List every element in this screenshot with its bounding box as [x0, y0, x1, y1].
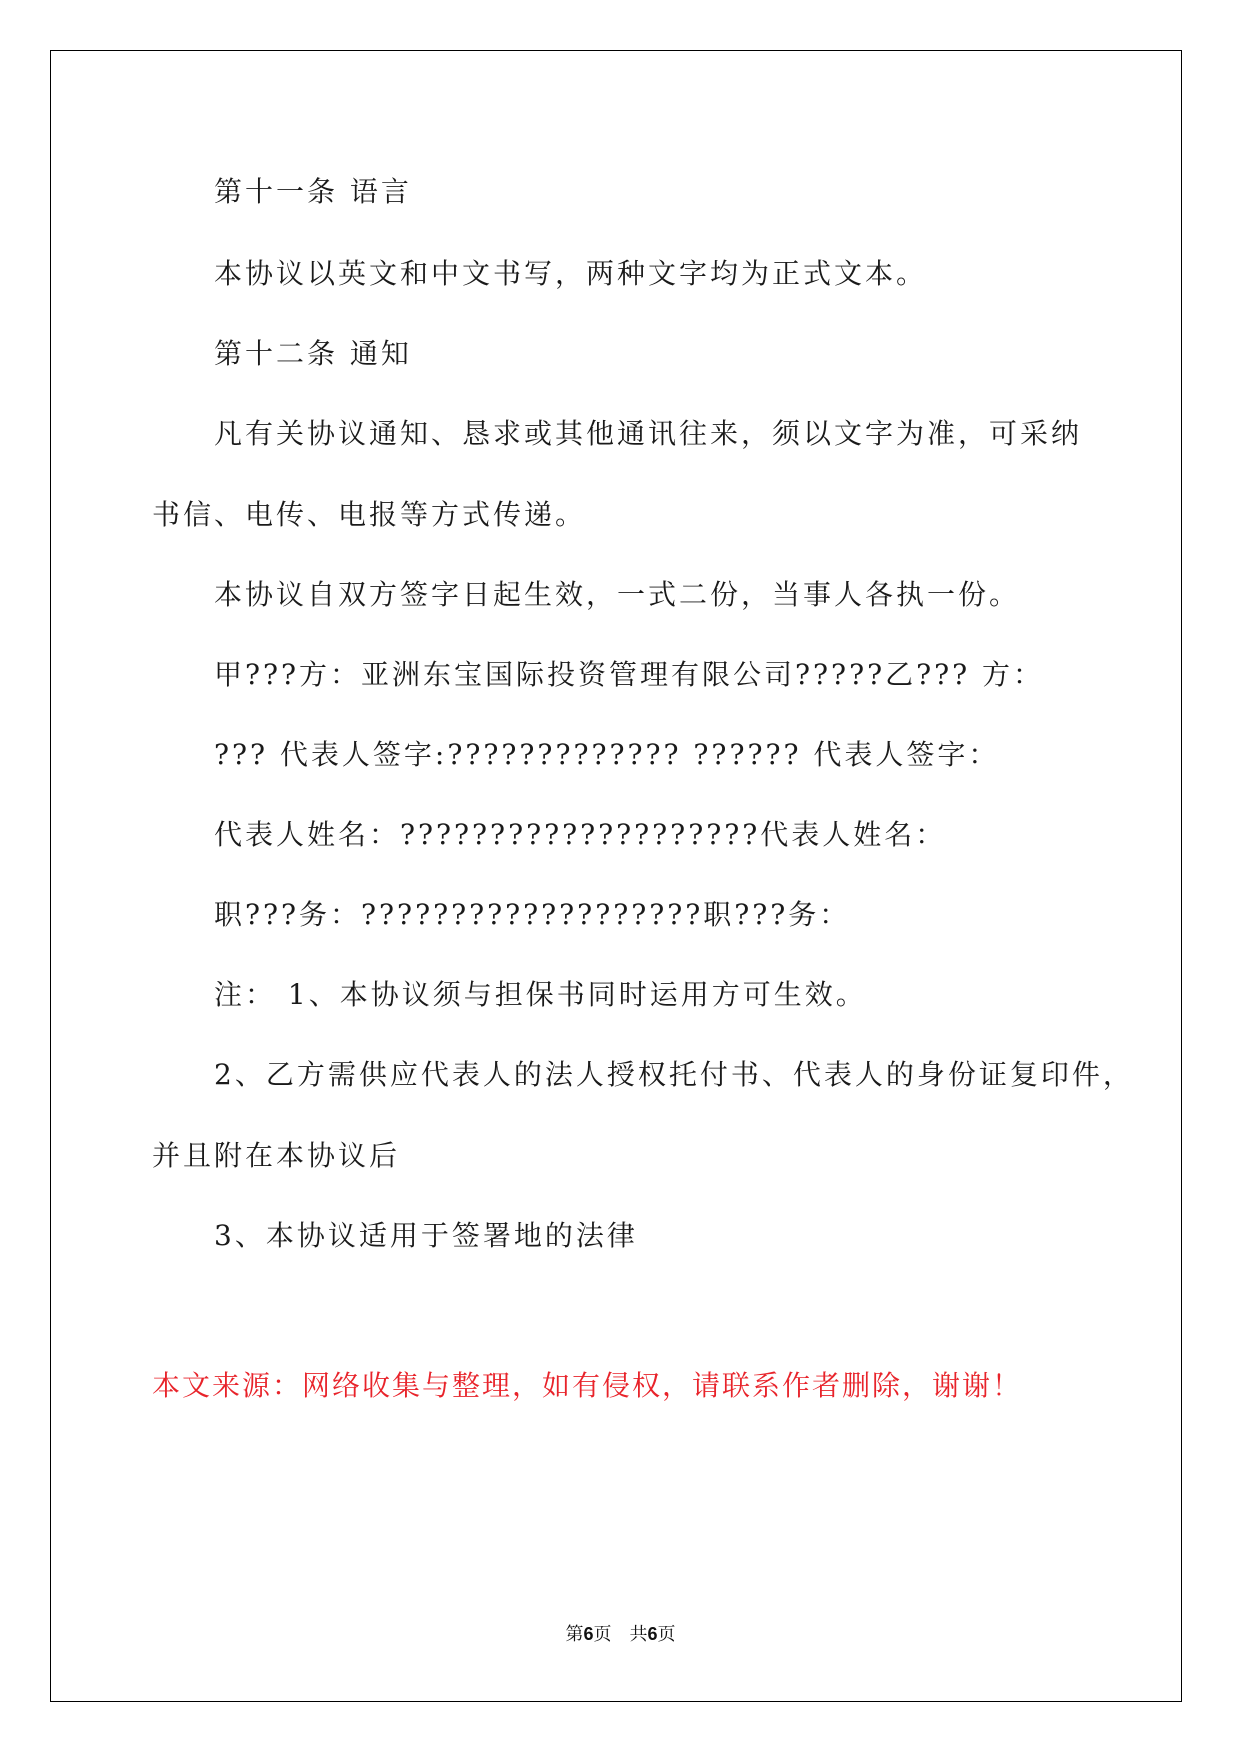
note-2-line-1: 2、乙方需供应代表人的法人授权托付书、代表人的身份证复印件， [214, 1058, 1134, 1091]
article-12-text-line-1: 凡有关协议通知、恳求或其他通讯往来，须以文字为准，可采纳 [214, 417, 1083, 450]
source-note: 本文来源：网络收集与整理，如有侵权，请联系作者删除，谢谢！ [152, 1369, 1023, 1402]
party-line: 甲???方：亚洲东宝国际投资管理有限公司?????乙??? 方： [214, 658, 1045, 691]
footer-suffix: 页 [657, 1624, 676, 1645]
note-2-line-2: 并且附在本协议后 [152, 1139, 401, 1172]
article-12-text-line-2: 书信、电传、电报等方式传递。 [152, 498, 587, 531]
footer-mid: 页 共 [593, 1624, 648, 1645]
position-line: 职???务：???????????????????职???务： [214, 898, 851, 931]
page-border [50, 50, 1182, 1702]
effective-clause: 本协议自双方签字日起生效，一式二份，当事人各执一份。 [214, 578, 1021, 611]
article-11-text: 本协议以英文和中文书写，两种文字均为正式文本。 [214, 257, 928, 290]
article-11-heading: 第十一条 语言 [214, 175, 412, 208]
note-1: 注： 1、本协议须与担保书同时运用方可生效。 [214, 978, 867, 1011]
representative-name-line: 代表人姓名：????????????????????代表人姓名： [214, 818, 947, 851]
note-3: 3、本协议适用于签署地的法律 [214, 1219, 638, 1252]
page-footer [0, 1622, 1241, 1647]
footer-page-total: 6 [647, 1624, 658, 1644]
footer-page-current: 6 [583, 1624, 594, 1644]
representative-signature-line: ??? 代表人签字:????????????? ?????? 代表人签字： [214, 738, 1000, 771]
article-12-heading: 第十二条 通知 [214, 337, 412, 370]
footer-prefix: 第 [565, 1624, 584, 1645]
